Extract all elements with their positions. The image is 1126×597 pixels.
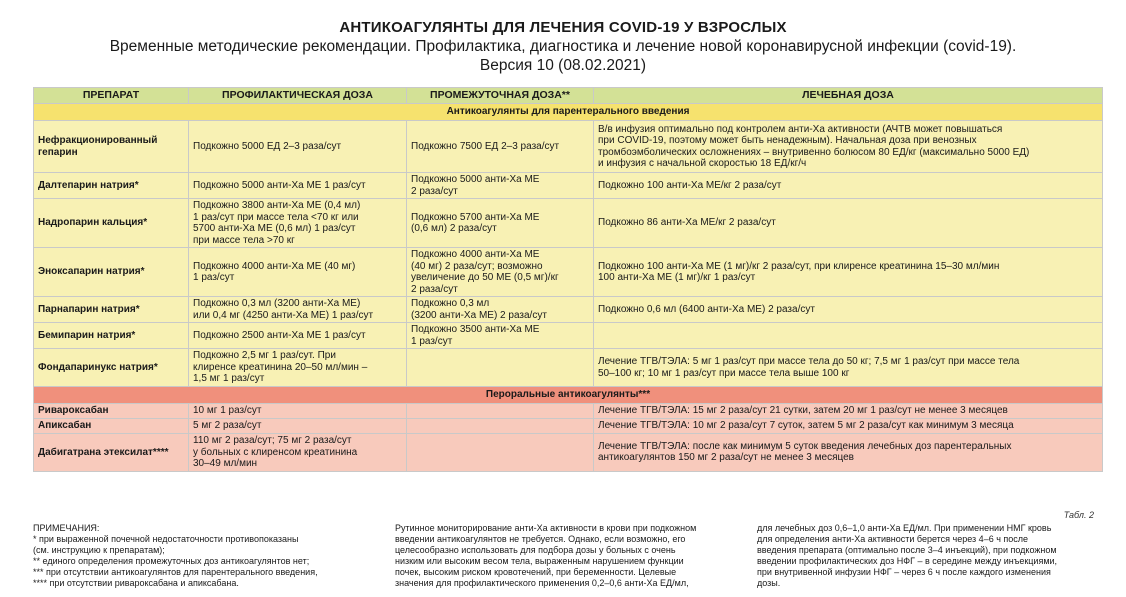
therapeutic-dose-cell: [594, 199, 1103, 248]
note-line: целесообразно использовать для подбора дозы у больных с очень: [395, 545, 676, 555]
drug-name-cell-line: Далтепарин натрия*: [38, 179, 139, 191]
drug-name-cell-line: Нефракционированный: [38, 135, 158, 146]
notes-column-2: [395, 523, 740, 589]
note-line: *** при отсутствии антикоагулянтов для парентерального введения,: [33, 567, 318, 577]
note-line: (см. инструкцию к препаратам);: [33, 545, 165, 555]
section-parenteral-label: Антикоагулянты для парентерального введения: [34, 104, 1103, 121]
table-header-row: [34, 88, 1103, 104]
drug-name-cell: [34, 121, 189, 173]
therapeutic-dose-cell-line: Лечение ТГВ/ТЭЛА: 5 мг 1 раз/сут при массе тела до 50 кг; 7,5 мг 1 раз/сут при массе тела: [598, 356, 1020, 367]
notes-column-3: [757, 523, 1102, 589]
intermediate-dose-cell: [407, 173, 594, 199]
drug-name-cell-line: Ривароксабан: [38, 405, 109, 417]
note-line: значения для профилактического применения 0,2–0,6 анти-Ха ЕД/мл,: [395, 578, 689, 588]
note-line: почек, высоким риском кровотечений, при беременности. Целевые: [395, 567, 677, 577]
table-row: [34, 173, 1103, 199]
note-line: для определения анти-Ха активности берется через 4–6 ч после: [757, 534, 1029, 544]
table-row: [34, 199, 1103, 248]
note-line: **** при отсутствии ривароксабана и апиксабана.: [33, 578, 239, 588]
prophylactic-dose-cell-line: 5 мг 2 раза/сут: [193, 420, 262, 432]
prophylactic-dose-cell-line: 10 мг 1 раз/сут: [193, 405, 262, 417]
intermediate-dose-cell-line: (3200 анти-Ха МЕ) 2 раза/сут: [411, 309, 547, 321]
intermediate-dose-cell: [407, 248, 594, 297]
section-parenteral: [34, 104, 1103, 121]
note-line: ПРИМЕЧАНИЯ:: [33, 523, 100, 533]
prophylactic-dose-cell: [189, 434, 407, 472]
prophylactic-dose-cell: [189, 349, 407, 387]
note-line: введении профилактических доз НФГ – в середине между инъекциями,: [757, 556, 1058, 566]
intermediate-dose-cell-line: увеличение до 50 МЕ (0,5 мг)/кг: [411, 272, 559, 283]
prophylactic-dose-cell: [189, 248, 407, 297]
intermediate-dose-cell-line: Подкожно 7500 ЕД 2–3 раза/сут: [411, 140, 560, 152]
prophylactic-dose-cell-line: Подкожно 0,3 мл (3200 анти-Ха МЕ): [193, 298, 361, 309]
prophylactic-dose-cell-line: Подкожно 2500 анти-Ха МЕ 1 раз/сут: [193, 329, 366, 341]
intermediate-dose-cell-line: 2 раза/сут: [411, 283, 458, 295]
column-header-prophylactic: ПРОФИЛАКТИЧЕСКАЯ ДОЗА: [189, 88, 407, 104]
therapeutic-dose-cell: [594, 121, 1103, 173]
therapeutic-dose-cell-line: Лечение ТГВ/ТЭЛА: 10 мг 2 раза/сут 7 суток, затем 5 мг 2 раза/сут как минимум 3 месяца: [598, 420, 1014, 432]
prophylactic-dose-cell-line: Подкожно 3800 анти-Ха МЕ (0,4 мл): [193, 200, 361, 211]
note-line: введения препарата (оптимально после 3–4 инъекций), при подкожном: [757, 545, 1057, 555]
table-row: [34, 349, 1103, 387]
drug-name-cell: [34, 434, 189, 472]
note-line: Рутинное мониторирование анти-Ха активности в крови при подкожном: [395, 523, 697, 533]
drug-name-cell: [34, 199, 189, 248]
therapeutic-dose-cell: [594, 349, 1103, 387]
intermediate-dose-cell: [407, 121, 594, 173]
therapeutic-dose-cell-line: 50–100 кг; 10 мг 1 раз/сут при массе тела выше 100 кг: [598, 367, 850, 379]
note-line: ** единого определения промежуточных доз антикоагулянтов нет;: [33, 556, 310, 566]
note-line: при внутривенной инфузии НФГ – через 6 ч после каждого изменения: [757, 567, 1051, 577]
drug-name-cell-line: гепарин: [38, 146, 78, 158]
table-row: [34, 404, 1103, 419]
therapeutic-dose-cell-line: Лечение ТГВ/ТЭЛА: 15 мг 2 раза/сут 21 сутки, затем 20 мг 1 раз/сут не менее 3 месяцев: [598, 405, 1008, 417]
intermediate-dose-cell-line: Подкожно 4000 анти-Ха МЕ: [411, 249, 540, 260]
therapeutic-dose-cell: [594, 173, 1103, 199]
prophylactic-dose-cell-line: Подкожно 5000 ЕД 2–3 раза/сут: [193, 140, 342, 152]
intermediate-dose-cell-line: (0,6 мл) 2 раза/сут: [411, 223, 497, 234]
prophylactic-dose-cell-line: у больных с клиренсом креатинина: [193, 446, 358, 458]
prophylactic-dose-cell: [189, 121, 407, 173]
table-row: [34, 121, 1103, 173]
prophylactic-dose-cell-line: 1 раз/сут: [193, 272, 235, 283]
prophylactic-dose-cell-line: при массе тела >70 кг: [193, 234, 295, 246]
prophylactic-dose-cell-line: Подкожно 4000 анти-Ха МЕ (40 мг): [193, 260, 356, 272]
intermediate-dose-cell: [407, 419, 594, 434]
prophylactic-dose-cell-line: 1 раз/сут при массе тела <70 кг или: [193, 211, 359, 223]
therapeutic-dose-cell-line: 100 анти-Ха МЕ (1 мг)/кг 1 раз/сут: [598, 272, 756, 283]
therapeutic-dose-cell-line: при COVID-19, поэтому может быть ненадежным). Начальная доза при венозных: [598, 135, 977, 146]
table-row: [34, 419, 1103, 434]
therapeutic-dose-cell-line: Подкожно 86 анти-Ха МЕ/кг 2 раза/сут: [598, 217, 776, 229]
therapeutic-dose-cell: [594, 434, 1103, 472]
column-header-therapeutic: ЛЕЧЕБНАЯ ДОЗА: [594, 88, 1103, 104]
drug-name-cell: [34, 404, 189, 419]
table-row: [34, 248, 1103, 297]
prophylactic-dose-cell-line: 5700 анти-Ха МЕ (0,6 мл) 1 раз/сут: [193, 223, 356, 234]
therapeutic-dose-cell: [594, 323, 1103, 349]
anticoagulant-table: [33, 87, 1103, 472]
intermediate-dose-cell-line: Подкожно 3500 анти-Ха МЕ: [411, 324, 540, 335]
prophylactic-dose-cell-line: 1,5 мг 1 раз/сут: [193, 373, 265, 385]
therapeutic-dose-cell-line: антикоагулянтов 150 мг 2 раза/сут не менее 3 месяцев: [598, 452, 854, 464]
notes-column-1: [33, 523, 368, 589]
note-line: низким или высоким весом тела, выраженным нарушением функции: [395, 556, 684, 566]
intermediate-dose-cell: [407, 434, 594, 472]
drug-name-cell-line: Надропарин кальция*: [38, 217, 148, 229]
intermediate-dose-cell-line: Подкожно 5700 анти-Ха МЕ: [411, 211, 540, 223]
therapeutic-dose-cell: [594, 248, 1103, 297]
table-row: [34, 434, 1103, 472]
prophylactic-dose-cell: [189, 173, 407, 199]
prophylactic-dose-cell: [189, 419, 407, 434]
therapeutic-dose-cell: [594, 419, 1103, 434]
column-header-drug: ПРЕПАРАТ: [34, 88, 189, 104]
drug-name-cell-line: Бемипарин натрия*: [38, 329, 136, 341]
drug-name-cell: [34, 419, 189, 434]
header: [0, 18, 1126, 75]
prophylactic-dose-cell: [189, 323, 407, 349]
intermediate-dose-cell: [407, 297, 594, 323]
therapeutic-dose-cell-line: В/в инфузия оптимально под контролем анти-Ха активности (АЧТВ может повышаться: [598, 123, 1003, 135]
therapeutic-dose-cell-line: и инфузия с начальной скоростью 18 ЕД/кг/ч: [598, 158, 807, 169]
drug-name-cell: [34, 248, 189, 297]
therapeutic-dose-cell-line: Подкожно 100 анти-Ха МЕ/кг 2 раза/сут: [598, 179, 782, 191]
intermediate-dose-cell-line: Подкожно 0,3 мл: [411, 298, 490, 309]
page-version: Версия 10 (08.02.2021): [479, 57, 647, 74]
note-line: для лечебных доз 0,6–1,0 анти-Ха ЕД/мл. При применении НМГ кровь: [757, 523, 1052, 533]
therapeutic-dose-cell-line: Лечение ТГВ/ТЭЛА: после как минимум 5 суток введения лечебных доз парентеральных: [598, 440, 1012, 452]
prophylactic-dose-cell: [189, 297, 407, 323]
therapeutic-dose-cell: [594, 297, 1103, 323]
drug-name-cell-line: Апиксабан: [38, 420, 92, 432]
intermediate-dose-cell-line: Подкожно 5000 анти-Ха МЕ: [411, 174, 540, 185]
table-row: [34, 297, 1103, 323]
drug-name-cell-line: Дабигатрана этексилат****: [38, 446, 169, 458]
prophylactic-dose-cell: [189, 199, 407, 248]
prophylactic-dose-cell-line: клиренсе креатинина 20–50 мл/мин –: [193, 361, 368, 373]
column-header-intermediate: ПРОМЕЖУТОЧНАЯ ДОЗА**: [407, 88, 594, 104]
prophylactic-dose-cell-line: 30–49 мл/мин: [193, 458, 258, 469]
drug-name-cell: [34, 173, 189, 199]
prophylactic-dose-cell-line: Подкожно 5000 анти-Ха МЕ 1 раз/сут: [193, 179, 366, 191]
therapeutic-dose-cell: [594, 404, 1103, 419]
drug-name-cell-line: Эноксапарин натрия*: [38, 266, 145, 278]
intermediate-dose-cell: [407, 323, 594, 349]
prophylactic-dose-cell-line: или 0,4 мг (4250 анти-Ха МЕ) 1 раз/сут: [193, 309, 374, 321]
therapeutic-dose-cell-line: Подкожно 100 анти-Ха МЕ (1 мг)/кг 2 раза/сут, при клиренсе креатинина 15–30 мл/мин: [598, 260, 1000, 272]
note-line: * при выраженной почечной недостаточности противопоказаны: [33, 534, 299, 544]
intermediate-dose-cell-line: 1 раз/сут: [411, 335, 453, 347]
prophylactic-dose-cell-line: Подкожно 2,5 мг 1 раз/сут. При: [193, 350, 336, 362]
drug-name-cell: [34, 297, 189, 323]
therapeutic-dose-cell-line: Подкожно 0,6 мл (6400 анти-Ха МЕ) 2 раза/сут: [598, 303, 815, 315]
note-line: дозы.: [757, 578, 781, 588]
page-subtitle: Временные методические рекомендации. Профилактика, диагностика и лечение новой коронавирусной инфекции (covid-19).: [109, 38, 1017, 55]
page-title: АНТИКОАГУЛЯНТЫ ДЛЯ ЛЕЧЕНИЯ COVID-19 У ВЗРОСЛЫХ: [339, 19, 787, 36]
intermediate-dose-cell: [407, 404, 594, 419]
prophylactic-dose-cell-line: 110 мг 2 раза/сут; 75 мг 2 раза/сут: [193, 435, 352, 446]
table-label: Табл. 2: [1063, 510, 1094, 520]
prophylactic-dose-cell: [189, 404, 407, 419]
drug-name-cell-line: Фондапаринукс натрия*: [38, 361, 158, 373]
intermediate-dose-cell-line: (40 мг) 2 раза/сут; возможно: [411, 260, 543, 272]
therapeutic-dose-cell-line: тромбоэмболических осложнениях – внутривенно болюсом 80 ЕД/кг (максимально 5000 ЕД): [598, 146, 1030, 158]
intermediate-dose-cell: [407, 349, 594, 387]
note-line: введении антикоагулянтов не требуется. Однако, если возможно, его: [395, 534, 686, 544]
drug-name-cell-line: Парнапарин натрия*: [38, 303, 140, 315]
intermediate-dose-cell: [407, 199, 594, 248]
table-row: [34, 323, 1103, 349]
intermediate-dose-cell-line: 2 раза/сут: [411, 185, 458, 197]
section-oral: [34, 387, 1103, 404]
drug-name-cell: [34, 323, 189, 349]
drug-name-cell: [34, 349, 189, 387]
section-oral-label: Пероральные антикоагулянты***: [34, 387, 1103, 404]
